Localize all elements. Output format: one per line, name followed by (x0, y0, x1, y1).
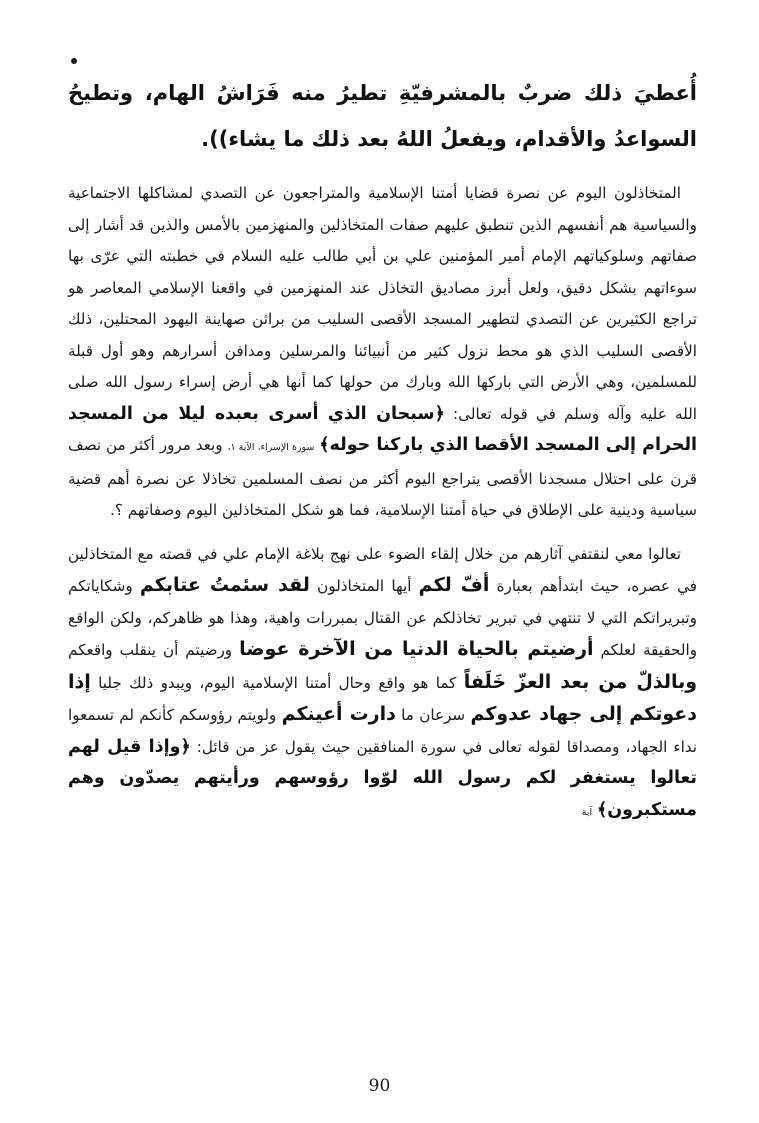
quran-verse-isra: ﴿سبحان الذي أسرى بعبده ليلا من المسجد الحرام إلى المسجد الأقصا الذي باركنا حوله﴾ (68, 403, 698, 455)
paragraph-1-text-b: وبعد مرور أكثر من نصف قرن على احتلال مسجدنا الأقصى يتراجع اليوم أكثر من نصف المسلمين تخاذلا عن نصرة أهم قضية سياسية ودينية على الإطلاق في حياة أمتنا الإسلامية، فما هو شكل المتخاذلين اليوم وصفاتهم ؟. (68, 436, 697, 519)
paragraph-2-text-c: وشكاياتكم وتبريراتكم التي لا تنتهي في تبرير تخاذلكم عن القتال بمبررات واهية، وهذا هو ظاهركم، ولكن الواقع والحقيقة لعلكم (68, 577, 698, 659)
emphasis-saimtu: لقد سئمتُ عتابكم (139, 574, 310, 596)
emphasis-daawtukum: إذا دعوتكم إلى جهاد عدوكم (68, 670, 698, 725)
ink-dot (71, 58, 77, 64)
paragraph-2-text-b: أيها المتخاذلون (317, 577, 412, 595)
verse-reference-isra: سورة الإسراء، الآية ١، (227, 442, 315, 453)
paragraph-1 (68, 178, 697, 527)
paragraph-2-text-d: ورضيتم أن ينقلب واقعكم (68, 641, 233, 659)
paragraph-2-text-f: سرعان ما (401, 706, 466, 724)
paragraph-2-text-g: ولويتم رؤوسكم كأنكم لم تسمعوا نداء الجهاد، ومصداقا لقوله تعالى في سورة المنافقين حيث يقول عز من قائل: (68, 706, 697, 756)
intro-paragraph: أُعطيَ ذلك ضربٌ بالمشرفيّةِ تطيرُ منه فَرَاشُ الهام، وتطيحُ السواعدُ والأقدام، ويفعلُ اللهُ بعد ذلك ما يشاء)). (68, 81, 697, 151)
page-number: 90 (368, 1076, 391, 1096)
verse-reference-munafiqun: آية (581, 806, 593, 818)
emphasis-dhull: وبالذلّ من بعد العزّ خَلَفاً (463, 670, 698, 693)
emphasis-darat: دارت أعينكم (281, 703, 396, 725)
paragraph-2 (68, 539, 697, 829)
emphasis-uff-lakum: أفّ لكم (418, 574, 490, 596)
emphasis-aradeetum: أرضيتم بالحياة الدنيا من الآخرة عوضا (239, 638, 594, 660)
paragraph-2-text-e: كما هو واقع وحال أمتنا الإسلامية اليوم، ويبدو ذلك جليا (98, 673, 457, 692)
paragraph-2-text-a: تعالوا معي لنقتفي آثارهم من خلال إلقاء الضوء على نهج بلاغة الإمام علي في قصته مع المتخاذلين في عصره، حيث ابتدأهم بعبارة (68, 544, 698, 595)
quran-verse-munafiqun: ﴿وإذا قيل لهم تعالوا يستغفر لكم رسول الله لوّوا رؤوسهم ورأيتهم يصدّون وهم مستكبرون﴾ (68, 736, 697, 820)
paragraph-1-text-a: المتخاذلون اليوم عن نصرة قضايا أمتنا الإسلامية والمتراجعون عن التصدي لمشاكلها الاجتماعية والسياسية هم أنفسهم الذين تنطبق عليهم صفات المتخاذلين والمنهزمين بالأمس والذين قد أشار إلى صفاتهم وسلوكياتهم الإمام أمير المؤمنين علي بن أبي طالب عليه السلام في خطبته التي عرّى بها سوءاتهم بشكل دقيق، ولعل أبرز مصاديق التخاذل عند المنهزمين في واقعنا الإسلامي المعاصر هو تراجع الكثيرين عن التصدي لتطهير المسجد الأقصى السليب من براثن صهاينة اليهود المحتلين، ذلك الأقصى السليب الذي هو محط نزول كثير من أنبيائنا والمرسلين ومدافن أسرارهم وهو أول قبلة للمسلمين، وهي الأرض التي باركها الله وبارك من حولها كما أنها هي أرض إسراء رسول الله صلى الله عليه وآله وسلم في قوله تعالى: (68, 184, 697, 423)
body-text (68, 70, 697, 828)
